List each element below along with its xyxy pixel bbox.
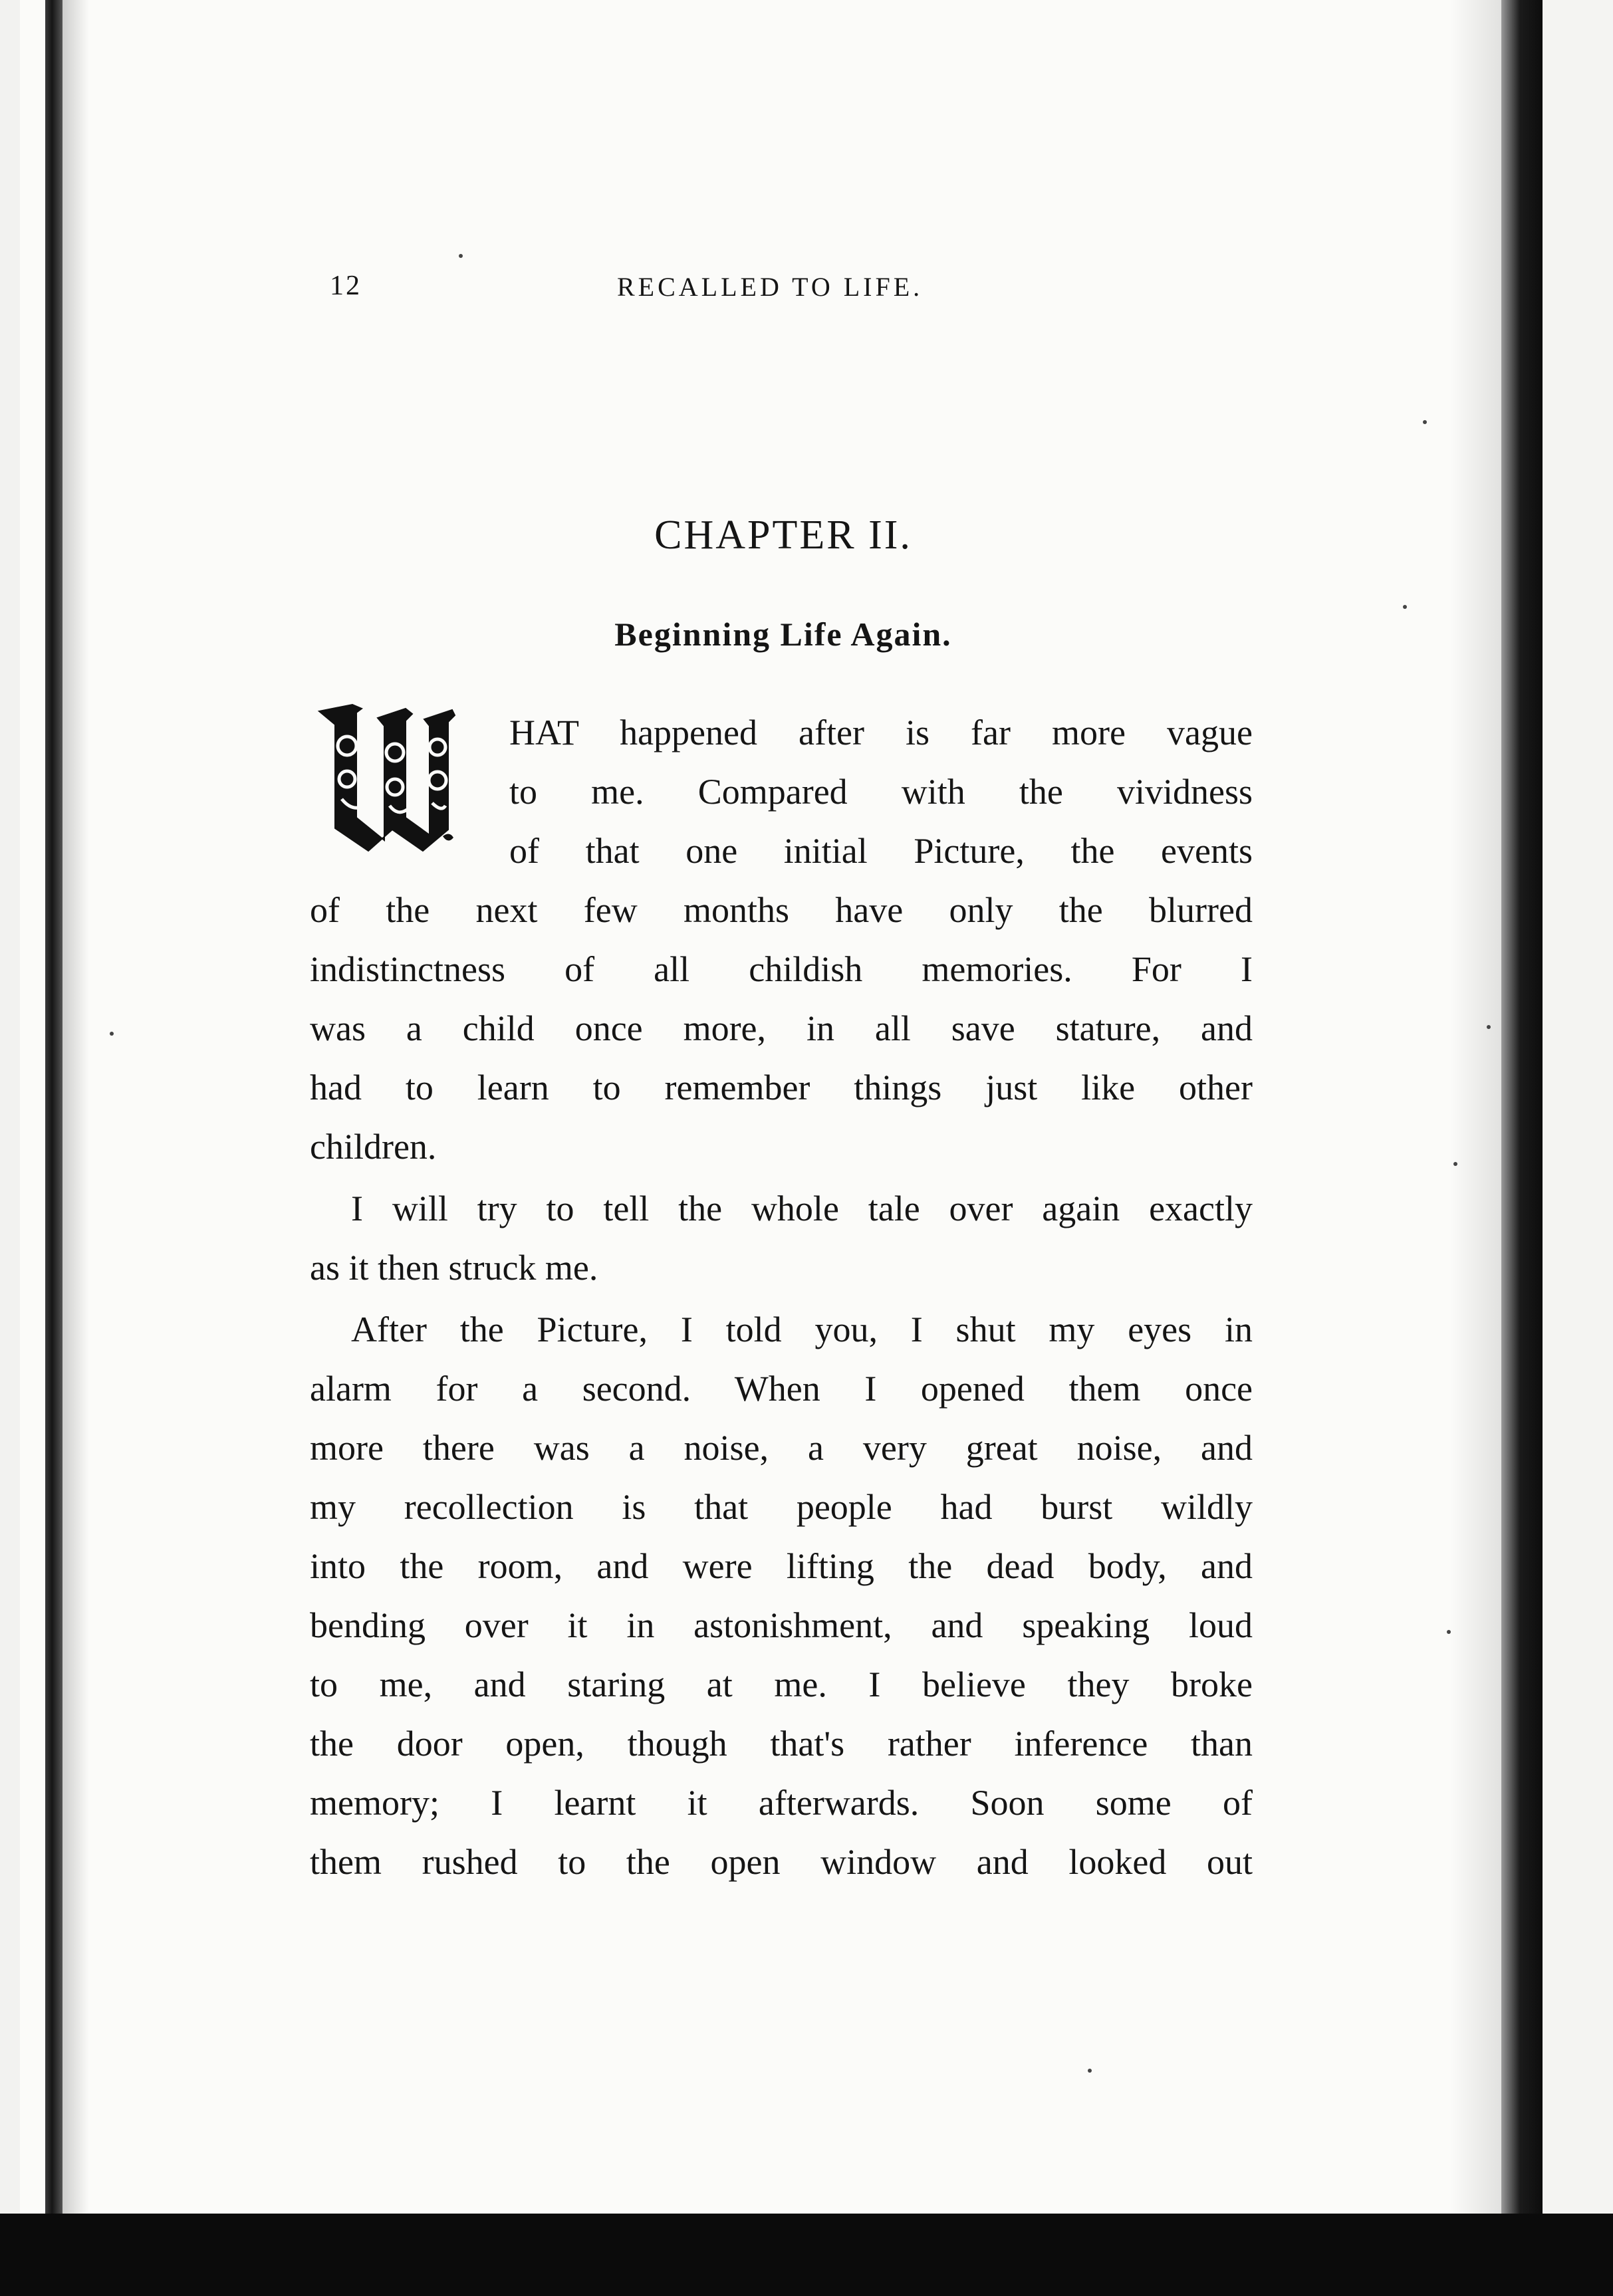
speck — [110, 1032, 114, 1036]
text-line: of the next few months have only the blurred — [310, 890, 1253, 930]
page-number: 12 — [330, 271, 362, 301]
text-line: more there was a noise, a very great noise, and — [310, 1428, 1253, 1468]
paragraph-3 — [310, 1300, 1253, 1892]
text-line: had to learn to remember things just like other — [310, 1068, 1253, 1107]
speck — [1403, 605, 1407, 609]
text-line: HAT happened after is far more vague — [509, 713, 1253, 752]
page-edge-fade — [1449, 0, 1501, 2214]
text-line: to me, and staring at me. I believe they broke — [310, 1665, 1253, 1704]
speck — [1453, 1162, 1457, 1166]
scan-left-margin — [0, 0, 20, 2296]
scan-bottom-border — [0, 2214, 1613, 2296]
text-line: to me. Compared with the vividness — [509, 772, 1253, 812]
text-line: children. — [310, 1127, 437, 1167]
text-line: them rushed to the open window and looked out — [310, 1842, 1253, 1882]
speck — [1487, 1025, 1491, 1029]
paragraph-2 — [310, 1179, 1253, 1298]
book-spine-shadow-left — [45, 0, 62, 2214]
chapter-title: CHAPTER II. — [654, 513, 912, 558]
text-line: into the room, and were lifting the dead body, and — [310, 1546, 1253, 1586]
running-head — [311, 266, 1242, 312]
text-line: indistinctness of all childish memories. For I — [310, 949, 1253, 989]
text-line: my recollection is that people had burst wildly — [310, 1487, 1253, 1527]
text-line: the door open, though that's rather inference than — [310, 1724, 1253, 1764]
text-line: of that one initial Picture, the events — [509, 831, 1253, 871]
body-text — [310, 703, 1253, 1892]
chapter-subtitle: Beginning Life Again. — [614, 616, 952, 653]
text-line: alarm for a second. When I opened them once — [310, 1369, 1253, 1409]
text-line: as it then struck me. — [310, 1248, 598, 1288]
running-title: RECALLED TO LIFE. — [617, 272, 924, 302]
paragraph-1 — [310, 703, 1253, 1177]
text-line: bending over it in astonishment, and speaking loud — [310, 1605, 1253, 1645]
text-line: memory; I learnt it afterwards. Soon some of — [310, 1783, 1253, 1823]
text-line: was a child once more, in all save stature, and — [310, 1008, 1253, 1048]
speck — [1447, 1630, 1451, 1634]
text-line: After the Picture, I told you, I shut my eyes in — [351, 1310, 1253, 1349]
gutter-shadow — [62, 0, 89, 2214]
speck — [459, 254, 463, 258]
speck — [1423, 420, 1427, 424]
speck — [1088, 2069, 1092, 2073]
text-line: I will try to tell the whole tale over again exactly — [351, 1189, 1253, 1228]
book-edge-right — [1501, 0, 1543, 2214]
facing-page-strip — [1543, 0, 1613, 2214]
